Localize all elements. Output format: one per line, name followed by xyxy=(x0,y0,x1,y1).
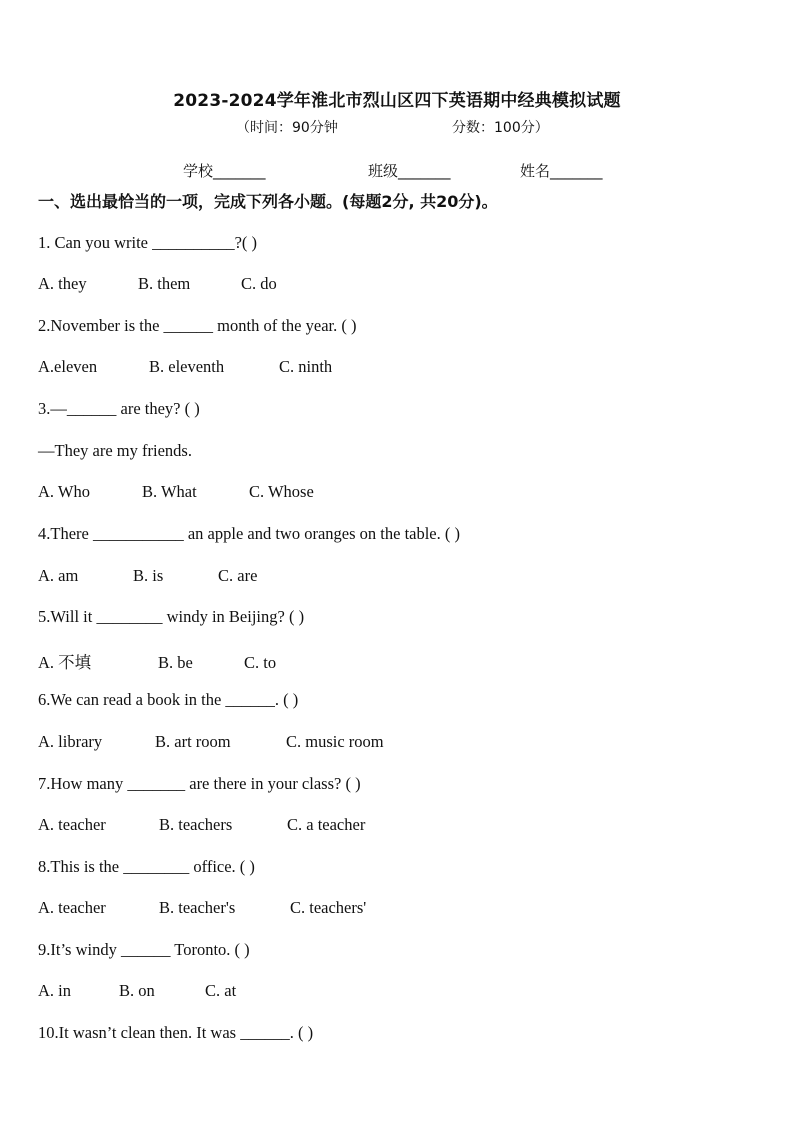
section-heading: 一、选出最恰当的一项，完成下列各小题。(每题2分, 共20分)。 xyxy=(38,192,498,211)
question-options xyxy=(38,732,384,752)
question-options xyxy=(38,357,332,377)
option-c: C. Whose xyxy=(249,482,314,501)
option-c: C. music room xyxy=(286,732,384,751)
question-options xyxy=(38,482,314,502)
option-b: B. teacher's xyxy=(159,898,236,917)
option-b: B. teachers xyxy=(159,815,233,834)
question-stem: 10.It wasn’t clean then. It was ______. ( ) xyxy=(38,1023,314,1042)
option-c: C. at xyxy=(205,981,237,1000)
name-field: 姓名_______ xyxy=(520,162,603,180)
question-stem: 9.It’s windy ______ Toronto. ( ) xyxy=(38,940,250,959)
option-c: C. are xyxy=(218,566,258,585)
page-title: 2023-2024学年淮北市烈山区四下英语期中经典模拟试题 xyxy=(173,91,621,111)
option-a: A. 不填 xyxy=(38,653,92,672)
question-stem: 6.We can read a book in the ______. ( ) xyxy=(38,690,299,709)
option-c: C. ninth xyxy=(279,357,333,376)
class-field: 班级_______ xyxy=(368,162,451,180)
question-options xyxy=(38,649,276,673)
option-b: B. on xyxy=(119,981,155,1000)
option-a: A.eleven xyxy=(38,357,98,376)
school-field: 学校_______ xyxy=(183,162,266,180)
question-options xyxy=(38,898,366,918)
question-stem: 2.November is the ______ month of the year. ( ) xyxy=(38,316,357,335)
option-a: A. teacher xyxy=(38,815,106,834)
option-b: B. art room xyxy=(155,732,231,751)
option-a: A. am xyxy=(38,566,79,585)
option-a: A. library xyxy=(38,732,103,751)
option-a: A. in xyxy=(38,981,71,1000)
option-a: A. they xyxy=(38,274,87,293)
question-stem: 5.Will it ________ windy in Beijing? ( ) xyxy=(38,607,305,626)
option-b: B. them xyxy=(138,274,191,293)
question-options xyxy=(38,566,257,586)
option-b: B. is xyxy=(133,566,164,585)
option-a: A. Who xyxy=(38,482,90,501)
question-dialogue: —They are my friends. xyxy=(38,441,192,460)
question-stem: 1. Can you write __________?( ) xyxy=(38,233,258,252)
option-a: A. teacher xyxy=(38,898,106,917)
question-options xyxy=(38,815,365,835)
question-stem: 4.There ___________ an apple and two oranges on the table. ( ) xyxy=(38,524,460,543)
question-stem: 3.—______ are they? ( ) xyxy=(38,399,200,418)
question-stem: 8.This is the ________ office. ( ) xyxy=(38,857,255,876)
option-b: B. be xyxy=(158,653,193,672)
exam-score: 分数：100分） xyxy=(452,120,549,136)
exam-time: （时间：90分钟 xyxy=(236,120,338,136)
option-c: C. do xyxy=(241,274,277,293)
question-options xyxy=(38,981,236,1001)
option-b: B. What xyxy=(142,482,197,501)
question-stem: 7.How many _______ are there in your class? ( ) xyxy=(38,774,361,793)
option-b: B. eleventh xyxy=(149,357,225,376)
option-c: C. a teacher xyxy=(287,815,366,834)
option-c: C. teachers' xyxy=(290,898,367,917)
option-c: C. to xyxy=(244,653,277,672)
question-options xyxy=(38,274,277,294)
